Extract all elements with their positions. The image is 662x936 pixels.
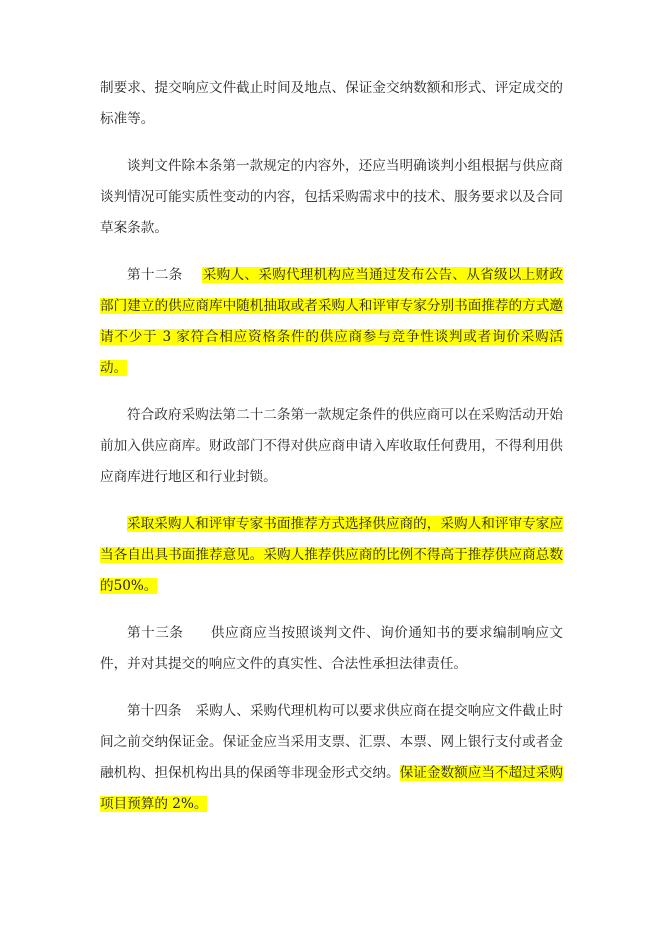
article-12 xyxy=(100,260,563,384)
paragraph-negotiation-document xyxy=(100,151,563,244)
paragraph-text: 供应商应当按照谈判文件、询价通知书的要求编制响应文件，并对其提交的响应文件的真实性、合法性承担法律责任。 xyxy=(100,625,564,672)
paragraph-text: 制要求、提交响应文件截止时间及地点、保证金交纳数额和形式、评定成交的标准等。 xyxy=(100,80,563,127)
highlighted-text: 保证金数额应当不超过采购项目预算的 2%。 xyxy=(100,765,564,812)
article-number: 第十三条 xyxy=(127,625,184,641)
document-page xyxy=(100,73,563,836)
paragraph-supplier-library xyxy=(100,400,563,493)
article-13 xyxy=(100,618,563,680)
paragraph-text: 谈判文件除本条第一款规定的内容外，还应当明确谈判小组根据与供应商谈判情况可能实质性变动的内容，包括采购需求中的技术、服务要求以及合同草案条款。 xyxy=(100,158,563,236)
highlighted-text: 采取采购人和评审专家书面推荐方式选择供应商的，采购人和评审专家应当各自出具书面推荐意见。采购人推荐供应商的比例不得高于推荐供应商总数的50%。 xyxy=(100,516,563,594)
paragraph-recommendation xyxy=(100,509,563,602)
paragraph-continuation xyxy=(100,73,563,135)
paragraph-text: 符合政府采购法第二十二条第一款规定条件的供应商可以在采购活动开始前加入供应商库。财政部门不得对供应商申请入库收取任何费用，不得利用供应商库进行地区和行业封锁。 xyxy=(100,407,563,485)
article-14 xyxy=(100,696,563,820)
paragraph-text: 采购人、采购代理机构可以要求供应商在提交响应文件截止时间之前交纳保证金。保证金应当采用支票、汇票、本票、网上银行支付或者金融机构、担保机构出具的保函等非现金形式交纳。 xyxy=(100,703,563,781)
article-number: 第十四条 xyxy=(127,703,182,719)
highlighted-text: 采购人、采购代理机构应当通过发布公告、从省级以上财政部门建立的供应商库中随机抽取或者采购人和评审专家分别书面推荐的方式邀请不少于 3 家符合相应资格条件的供应商参与竞争性谈判或者询价采购活动。 xyxy=(100,267,564,376)
article-number: 第十二条 xyxy=(127,267,183,283)
